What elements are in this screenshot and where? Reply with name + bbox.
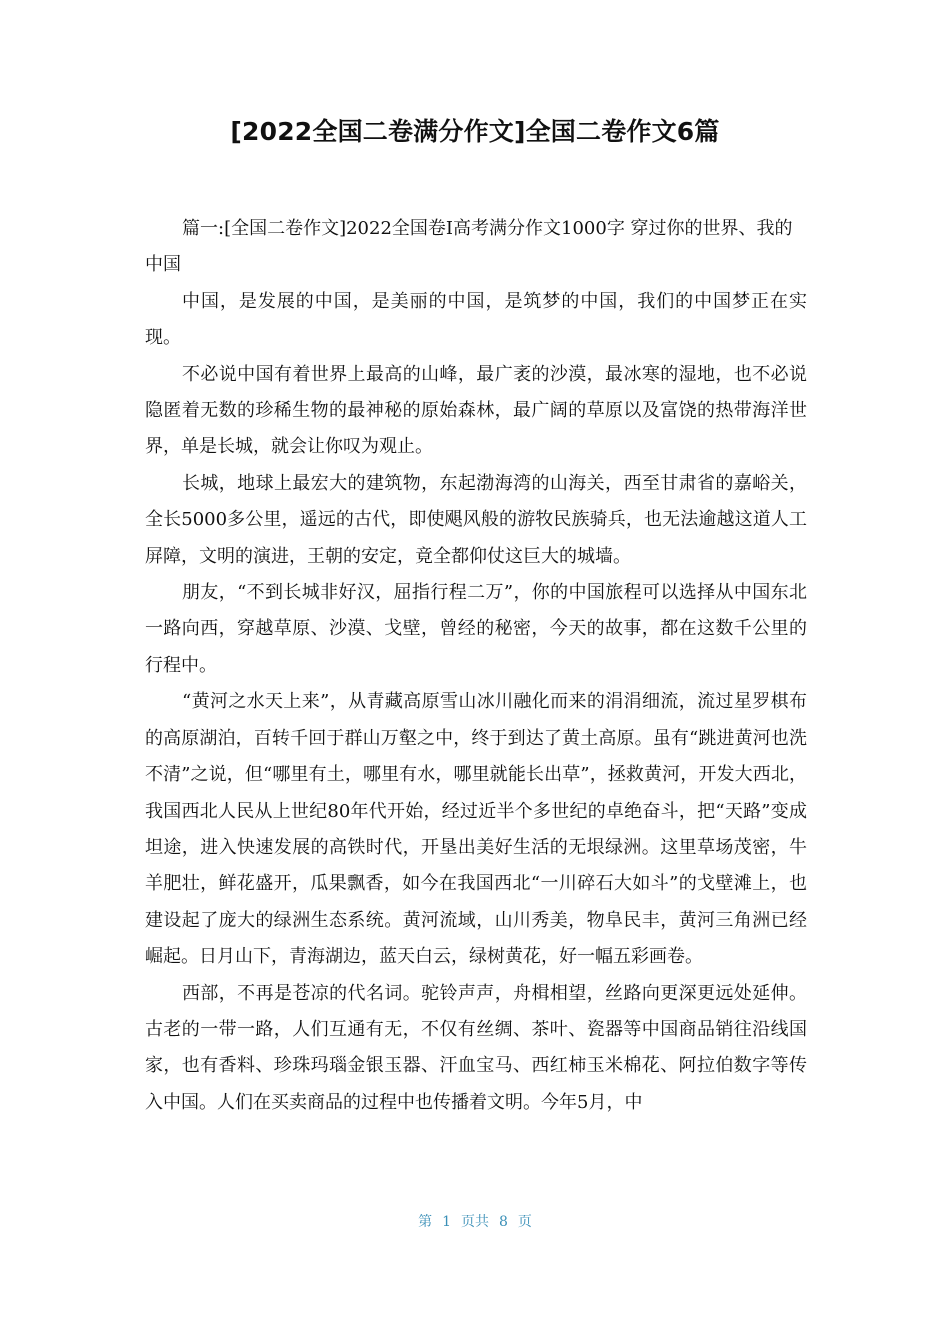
body-paragraph: 不必说中国有着世界上最高的山峰，最广袤的沙漠，最冰寒的湿地，也不必说隐匿着无数的珍稀生物的最神秘的原始森林，最广阔的草原以及富饶的热带海洋世界，单是长城，就会让你叹为观止。	[145, 363, 807, 458]
document-title: [2022全国二卷满分作文]全国二卷作文6篇	[230, 117, 720, 146]
document-body	[145, 211, 807, 1121]
footer-label-pages: 页	[517, 1214, 532, 1230]
body-paragraph: 朋友，“不到长城非好汉，屈指行程二万”，你的中国旅程可以选择从中国东北一路向西，穿越草原、沙漠、戈壁，曾经的秘密，今天的故事，都在这数千公里的行程中。	[145, 582, 807, 676]
essay-heading-paragraph: 篇一:[全国二卷作文]2022全国卷Ⅰ高考满分作文1000字 穿过你的世界、我的中国	[145, 218, 793, 276]
footer-label-of: 页共	[461, 1214, 489, 1230]
body-paragraph: 西部，不再是苍凉的代名词。驼铃声声，舟楫相望，丝路向更深更远处延伸。古老的一带一路，人们互通有无，不仅有丝绸、茶叶、瓷器等中国商品销往沿线国家，也有香料、珍珠玛瑙金银玉器、汗血宝马、西红柿玉米棉花、阿拉伯数字等传入中国。人们在买卖商品的过程中也传播着文明。今年5月，中	[145, 982, 807, 1113]
page-number-footer	[0, 1210, 950, 1234]
footer-current-page: 1	[442, 1214, 451, 1230]
footer-total-pages: 8	[499, 1214, 508, 1230]
footer-label-page: 第	[418, 1214, 433, 1230]
body-paragraph: 长城，地球上最宏大的建筑物，东起渤海湾的山海关，西至甘肃省的嘉峪关，全长5000多公里，遥远的古代，即使飓风般的游牧民族骑兵，也无法逾越这道人工屏障，文明的演进，王朝的安定，竟全都仰仗这巨大的城墙。	[145, 472, 807, 567]
body-paragraph: “黄河之水天上来”，从青藏高原雪山冰川融化而来的涓涓细流，流过星罗棋布的高原湖泊，百转千回于群山万壑之中，终于到达了黄土高原。虽有“跳进黄河也洗不清”之说，但“哪里有土，哪里有水，哪里就能长出草”，拯救黄河，开发大西北，我国西北人民从上世纪80年代开始，经过近半个多世纪的卓绝奋斗，把“天路”变成坦途，进入快速发展的高铁时代，开垦出美好生活的无垠绿洲。这里草场茂密，牛羊肥壮，鲜花盛开，瓜果飘香，如今在我国西北“一川碎石大如斗”的戈壁滩上，也建设起了庞大的绿洲生态系统。黄河流域，山川秀美，物阜民丰，黄河三角洲已经崛起。日月山下，青海湖边，蓝天白云，绿树黄花，好一幅五彩画卷。	[145, 691, 807, 968]
body-paragraph: 中国，是发展的中国，是美丽的中国，是筑梦的中国，我们的中国梦正在实现。	[145, 290, 807, 349]
